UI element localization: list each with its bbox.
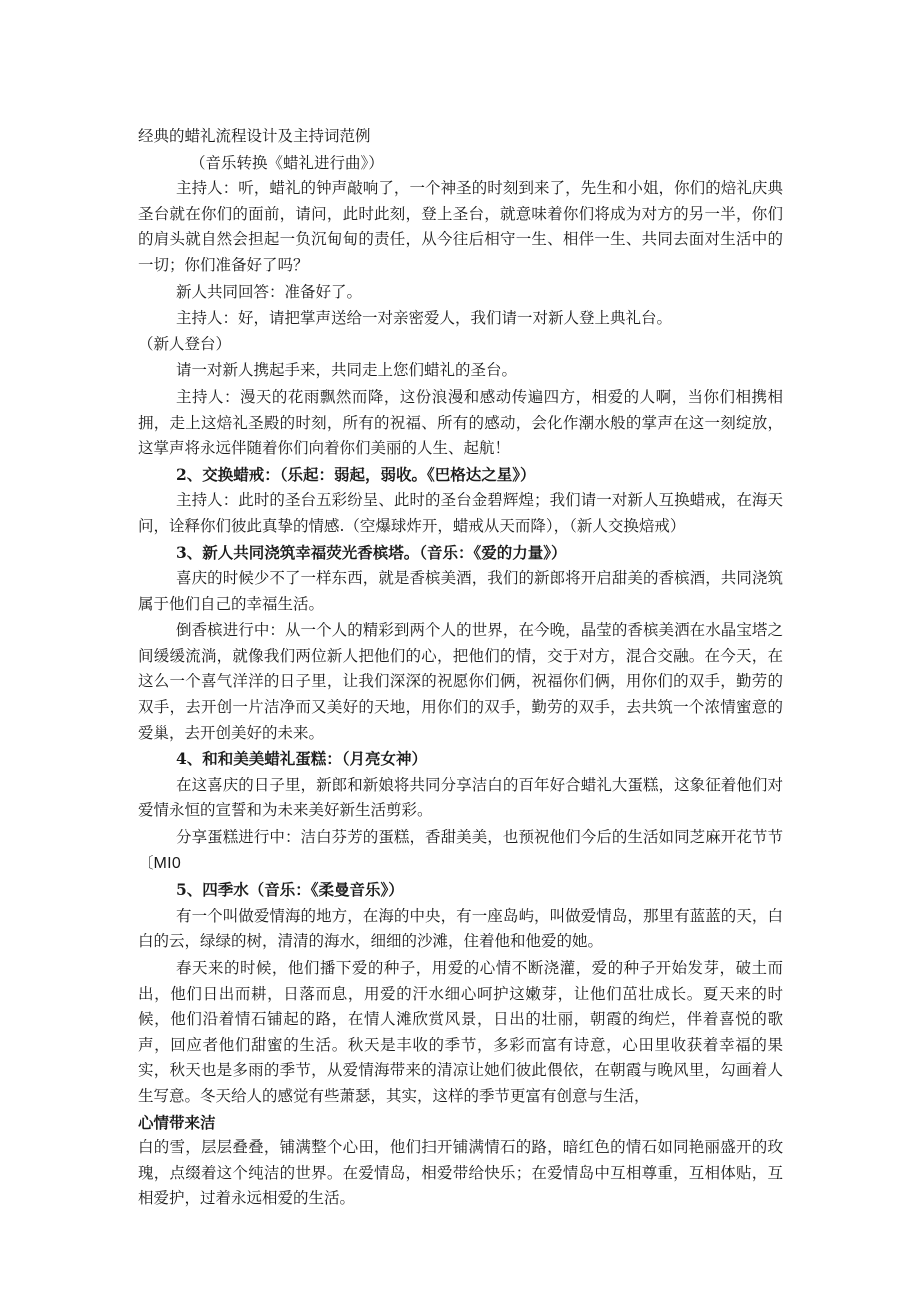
white-snow-paragraph: 白的雪，层层叠叠，铺满整个心田，他们扫开铺满情石的路，暗红色的情石如同艳丽盛开的玫瑰，点缀着这个纯洁的世界。在爱情岛，相爱带给快乐；在爱情岛中互相尊重，互相体贴，互相爱护，过着永远相爱的生活。 (138, 1138, 783, 1208)
champagne-pouring-paragraph: 倒香槟进行中：从一个人的精彩到两个人的世界，在今晚，晶莹的香槟美洒在水晶宝塔之间缓缓流淌，就像我们两位新人把他们的心，把他们的情，交于对方，混合交融。在今天，在这么一个喜气洋洋的日子里，让我们深深的祝愿你们俩，祝福你们俩，用你们的双手，勤劳的双手，去开创一片洁净而又美好的天地，用你们的双手，勤劳的双手，去共筑一个浓情蜜意的爱巢，去开创美好的未来。 (138, 621, 783, 742)
seasons-paragraph: 春天来的时候，他们播下爱的种子，用爱的心情不断浇灌，爱的种子开始发芽，破土而出，他们日出而耕，日落而息，用爱的汗水细心呵护这嫩芽，让他们茁壮成长。夏天来的时候，他们沿着情石铺起的路，在情人滩欣赏风景，日出的壮丽，朝霞的绚烂，伴着喜悦的歌声，回应者他们甜蜜的生活。秋天是丰收的季节，多彩而富有诗意，心田里收获着幸福的果实，秋天也是多雨的季节，从爱情海带来的清凉让她们彼此偎依，在朝霞与晚风里，勾画着人生写意。冬天给人的感觉有些萧瑟，其实，这样的季节更富有创意与生活， (138, 959, 783, 1105)
cake-sharing-text: 分享蛋糕进行中：洁白芬芳的蛋糕，香甜美美，也预祝他们今后的生活如同芝麻开花节节〔 (138, 828, 783, 872)
seasons-continuation-line: 心情带来洁 (138, 1112, 216, 1132)
host-rings-paragraph: 主持人：此时的圣台五彩纷呈、此时的圣台金碧辉煌；我们请一对新人互换蜡戒，在海天问，诠释你们彼此真挚的情感.（空爆球炸开，蜡戒从天而降），（新人交换焙戒） (138, 491, 783, 535)
document-title: 经典的蜡礼流程设计及主持词范例 (138, 127, 371, 145)
couple-answer-paragraph: 新人共同回答：准备好了。 (176, 282, 363, 301)
cake-intro-paragraph: 在这喜庆的日子里，新郎和新娘将共同分享洁白的百年好合蜡礼大蛋糕，这象征着他们对爱情永恒的宣誓和为未来美好新生活剪彩。 (138, 775, 783, 820)
cake-sharing-paragraph (138, 825, 783, 876)
host-invite-paragraph: 主持人：好，请把掌声送给一对亲密爱人，我们请一对新人登上典礼台。 (176, 309, 673, 328)
hand-in-hand-paragraph: 请一对新人携起手来，共同走上您们蜡礼的圣台。 (176, 361, 518, 380)
host-flower-rain-paragraph: 主持人：漫天的花雨飘然而降，这份浪漫和感动传遍四方，相爱的人啊，当你们相携相拥，走上这焙礼圣殿的时刻，所有的祝福、所有的感动，会化作潮水般的掌声在这一刻绽放，这掌声将永远伴随着你们向着你们美丽的人生、起航！ (138, 387, 783, 458)
host-opening-paragraph: 主持人：听，蜡礼的钟声敲响了，一个神圣的时刻到来了，先生和小姐，你们的焙礼庆典圣台就在你们的面前，请问，此时此刻，登上圣台，就意味着你们将成为对方的另一半，你们的肩头就自然会担起一负沉甸甸的责任，从今往后相守一生、相伴一生、共同去面对生活中的一切；你们准备好了吗？ (138, 179, 783, 274)
section-heading-four-seasons: 5、四季水（音乐：《柔曼音乐》） (176, 880, 404, 900)
couple-onstage-note: （新人登台） (138, 334, 232, 353)
love-sea-paragraph: 有一个叫做爱情海的地方，在海的中央，有一座岛屿，叫做爱情岛，那里有蓝蓝的天，白白的云，绿绿的树，清清的海水，细细的沙滩，住着他和他爱的她。 (138, 906, 783, 951)
section-heading-cake: 4、和和美美蜡礼蛋糕：（月亮女神） (176, 749, 428, 769)
ocr-artifact-text: MI0 (153, 854, 182, 872)
music-note-paragraph: （音乐转换《蜡礼进行曲》） (190, 153, 384, 172)
document-body (138, 124, 783, 1212)
section-heading-rings: 2、交换蜡戒：（乐起：弱起，弱收。《巴格达之星》） (176, 464, 536, 484)
section-heading-champagne: 3、新人共同浇筑幸福荧光香槟塔。（音乐：《爱的力量》） (176, 542, 567, 562)
champagne-intro-paragraph: 喜庆的时候少不了一样东西，就是香槟美酒，我们的新郎将开启甜美的香槟酒，共同浇筑属于他们自己的幸福生活。 (138, 569, 783, 613)
